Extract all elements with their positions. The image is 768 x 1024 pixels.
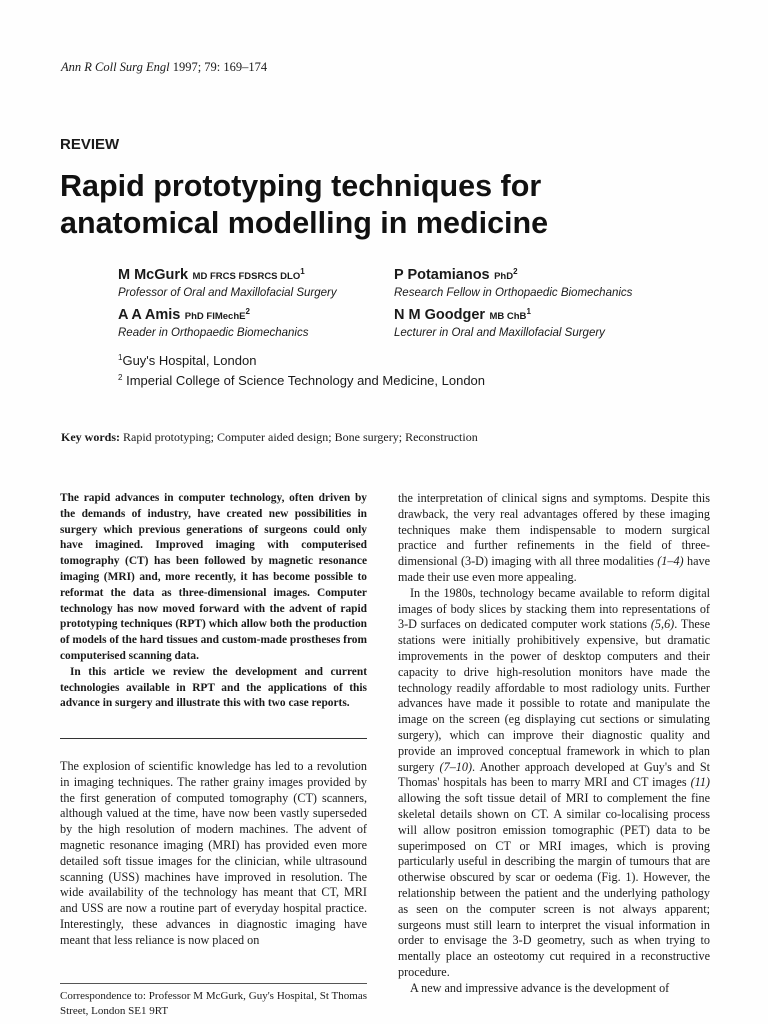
citation-ref: (7–10) xyxy=(439,759,473,774)
title-line-1: Rapid prototyping techniques for xyxy=(60,169,542,203)
author-role: Research Fellow in Orthopaedic Biomechanics xyxy=(394,287,633,299)
author-degrees: MD FRCS FDSRCS DLO xyxy=(192,271,301,282)
keywords-text: Rapid prototyping; Computer aided design; Bone surgery; Reconstruction xyxy=(120,430,478,444)
author-degrees: PhD FIMechE xyxy=(184,311,246,322)
author-affiliation-mark: 1 xyxy=(526,307,531,316)
author-name: A A Amis xyxy=(118,307,181,323)
abstract-paragraph-1: The rapid advances in computer technology, often driven by the demands of industry, have created new possibilities in surgery which previous generations of surgeons could only have imagined. Improved imaging with computerised tomography (CT) has been followed by magnetic resonance imaging (MRI) and, more recently, it has become possible to reformat the data as three-dimensional images. Computer technology has now moved forward with the advent of rapid prototyping techniques (RPT) which allow both the production of models of the hard tissues and custom-made prostheses from computerised scanning data. xyxy=(60,492,367,662)
author-name: P Potamianos xyxy=(394,267,490,283)
author-affiliation-mark: 2 xyxy=(245,307,250,316)
author-name: N M Goodger xyxy=(394,307,486,323)
keywords xyxy=(61,430,478,445)
body-paragraph: In the 1980s, technology became available to reform digital images of body slices by stacking them into representations of 3-D surfaces on dedicated computer work stations (5,6). These stations were initially prohibitively expensive, but dramatic improvements in the power of desktop computers and their capacity to drive high-resolution monitors have made the technology readily affordable to most radiology units. Further advances have made it possible to rotate and manipulate the image on the screen (eg displaying cut sections or simulating surgery), which can improve their diagnostic quality and provide an improved conceptual framework in which to plan surgery (7–10). Another approach developed at Guy's and St Thomas' hospitals has been to marry MRI and CT images (11) allowing the soft tissue detail of MRI to complement the fine skeletal details shown on CT. A similar co-localising process will allow positron emission tomographic (PET) data to be superimposed on CT or MRI images, which is proving particularly useful in describing the margin of tumours that are otherwise obscured by scar or oedema (Fig. 1). However, the relationship between the patient and the underlying pathology as seen on the computer screen is not always apparent; surgeons must still learn to interpret the visual information in order to envisage the 3-D geometry, such as when trying to mentally place an osteotomy cut required in a reconstructive procedure. xyxy=(398,585,710,979)
body-paragraph: The explosion of scientific knowledge has led to a revolution in imaging techniques. The rather grainy images provided by the first generation of computed tomography (CT) scanners, although valued at the time, have now been vastly superseded by the high resolution of modern machines. The advent of magnetic resonance imaging (MRI) has provided even more detailed soft tissue images for the clinician, while ultrasound scanning (USS) machines have improved in resolution. The wide availability of the technology has meant that CT, MRI and USS are now a routine part of everyday hospital practice. Interestingly, these advances in diagnostic imaging have meant that less reliance is now placed on xyxy=(60,759,367,947)
article-title xyxy=(60,168,548,242)
author-goodger xyxy=(394,306,605,339)
abstract-divider xyxy=(60,738,367,739)
journal-year-volume: 1997; 79: 169–174 xyxy=(172,60,268,74)
affiliation-2: $^2$ Imperial College of Science Technology and Medicine, London xyxy=(118,373,486,388)
journal-citation xyxy=(61,60,267,75)
body-left-column xyxy=(60,759,367,949)
author-mcgurk xyxy=(118,266,337,299)
citation-ref: (11) xyxy=(690,775,710,790)
citation-ref: (5,6) xyxy=(650,617,675,632)
author-affiliation-mark: 2 xyxy=(513,267,518,276)
affiliations xyxy=(118,349,485,389)
body-paragraph: A new and impressive advance is the development of xyxy=(410,980,670,995)
section-label: REVIEW xyxy=(60,136,120,153)
abstract-paragraph-2: In this article we review the development and current technologies available in RPT and the applications of this advance in surgery and illustrate this with two case reports. xyxy=(60,665,367,710)
journal-name: Ann R Coll Surg Engl xyxy=(61,60,170,74)
citation-ref: (1–4) xyxy=(657,554,684,569)
author-name: M McGurk xyxy=(118,267,189,283)
author-role: Lecturer in Oral and Maxillofacial Surgery xyxy=(394,327,605,339)
author-role: Reader in Orthopaedic Biomechanics xyxy=(118,327,309,339)
body-paragraph: the interpretation of clinical signs and symptoms. Despite this drawback, the very real advantages offered by these imaging techniques make them indispensable to modern surgical practice and further refinements in the field of three-dimensional (3-D) imaging with all three modalities (1–4) have made their use even more appealing. xyxy=(398,491,710,584)
title-line-2: anatomical modelling in medicine xyxy=(60,206,549,240)
body-right-column xyxy=(398,491,710,997)
author-role: Professor of Oral and Maxillofacial Surgery xyxy=(118,287,337,299)
correspondence-footnote: Correspondence to: Professor M McGurk, Guy's Hospital, St Thomas Street, London SE1 9RT xyxy=(60,990,367,1017)
author-degrees: MB ChB xyxy=(489,311,527,322)
author-degrees: PhD xyxy=(494,271,514,282)
affiliation-1: $^1$Guy's Hospital, London xyxy=(118,353,257,368)
abstract xyxy=(60,491,367,712)
author-potamianos xyxy=(394,266,632,299)
author-affiliation-mark: 1 xyxy=(300,267,305,276)
footnote-divider xyxy=(60,983,367,984)
keywords-label: Key words: xyxy=(61,430,120,444)
author-amis xyxy=(118,306,309,339)
